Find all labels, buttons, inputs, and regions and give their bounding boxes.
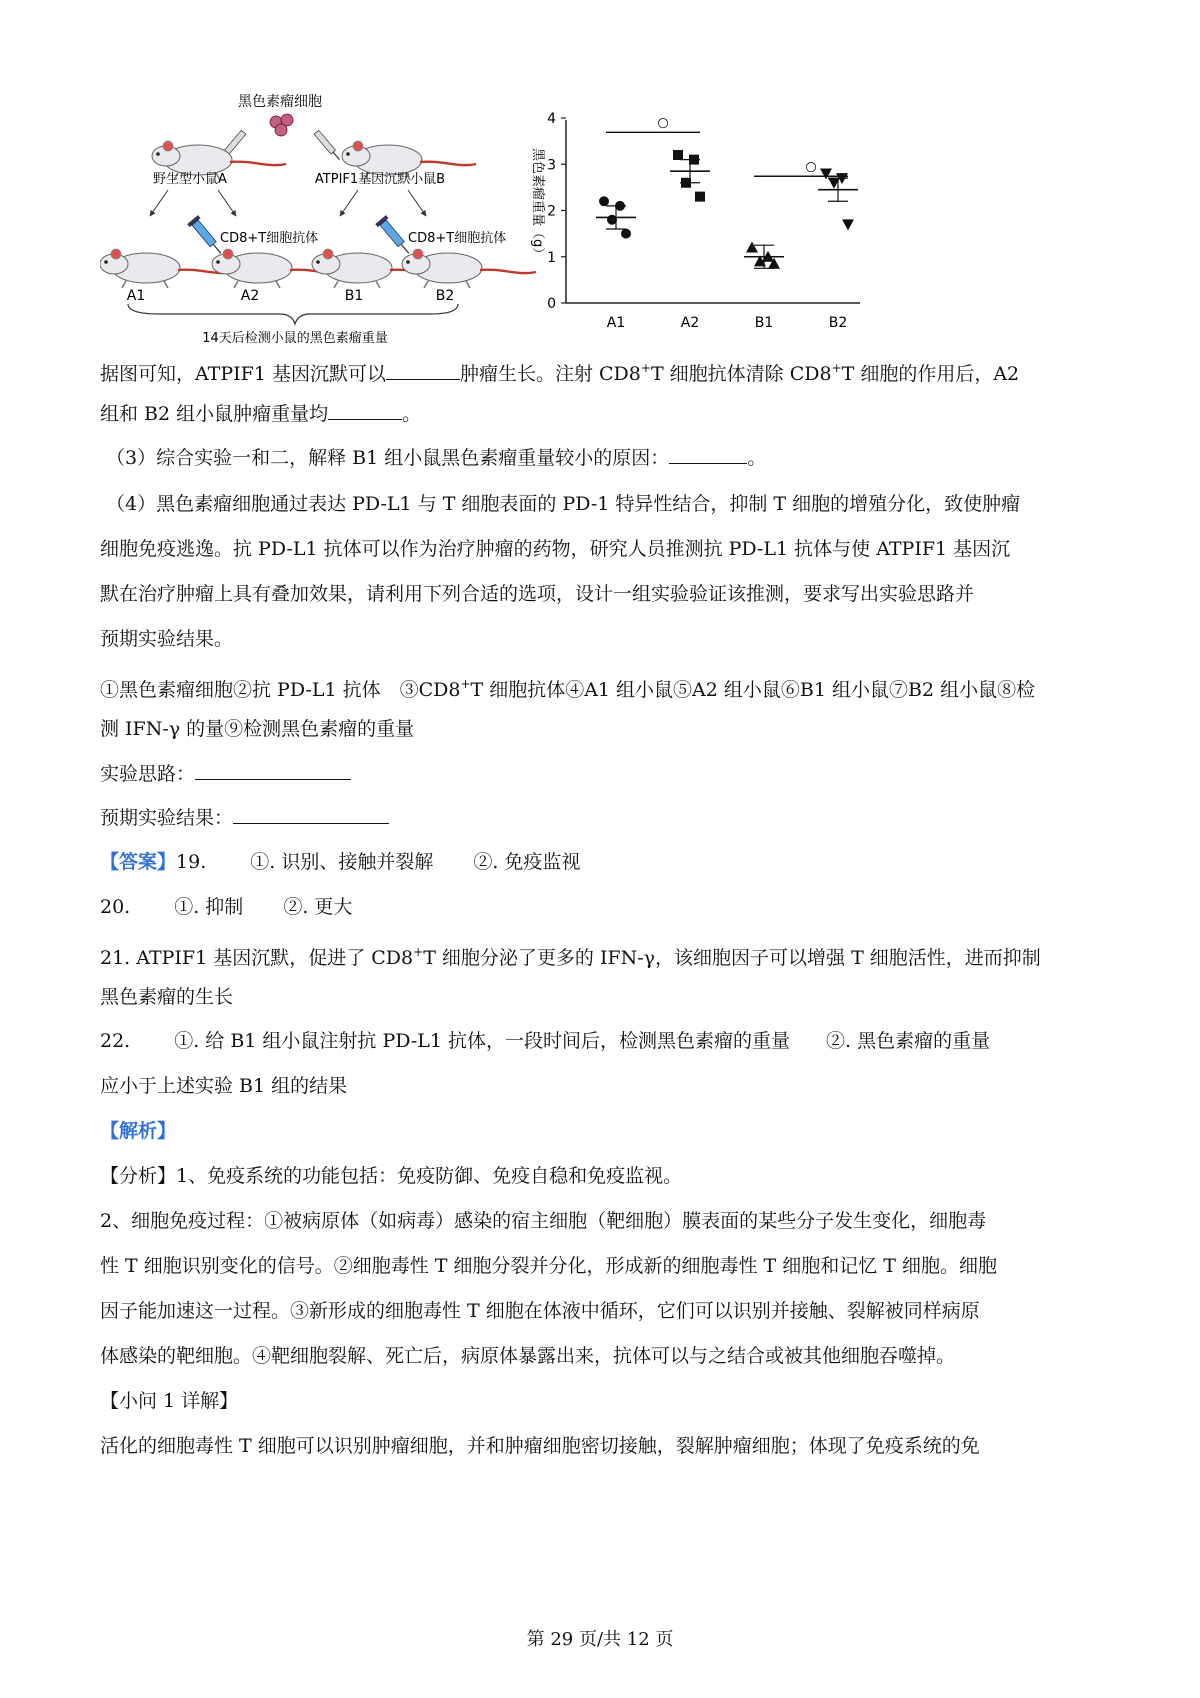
answer-21-a: 21. ATPIF1 基因沉默，促进了 CD8 [100, 947, 414, 969]
answer-22-1: ①. 给 B1 组小鼠注射抗 PD-L1 抗体，一段时间后，检测黑色素瘤的重量 [174, 1030, 791, 1052]
q2-text-f: 。 [402, 403, 422, 425]
q4-line-1: （4）黑色素瘤细胞通过表达 PD-L1 与 T 细胞表面的 PD-1 特异性结合，抑制 T 细胞的增殖分化，致使肿瘤 [106, 493, 1021, 515]
analysis-line-5: 体感染的靶细胞。④靶细胞裂解、死亡后，病原体暴露出来，抗体可以与之结合或被其他细胞吞噬掉。 [100, 1345, 956, 1367]
data-point-triangle-down [842, 219, 854, 230]
data-point-triangle [746, 242, 758, 253]
antibody-left-label: CD8+T细胞抗体 [220, 231, 319, 246]
tumor-cells-icon [270, 114, 293, 136]
answer-22-2: ②. 黑色素瘤的重量 [826, 1030, 991, 1052]
result-line [100, 804, 389, 832]
answer-22-c: 应小于上述实验 B1 组的结果 [100, 1075, 348, 1097]
superscript: + [640, 361, 651, 375]
figure-svg [100, 88, 1100, 378]
mouse-b2-icon [402, 249, 536, 288]
y-tick-label: 0 [547, 296, 556, 312]
y-tick-label: 2 [547, 203, 556, 220]
q3-text: （3）综合实验一和二，解释 B1 组小鼠黑色素瘤重量较小的原因： [106, 447, 670, 469]
idea-label: 实验思路： [100, 763, 196, 785]
superscript: + [413, 945, 424, 959]
data-point-circle [599, 196, 609, 206]
q4-line-3: 默在治疗肿瘤上具有叠加效果，请利用下列合适的选项，设计一组实验验证该推测，要求写出实验思路并 [100, 583, 975, 605]
figure-caption: 14天后检测小鼠的黑色素瘤重量 [202, 331, 388, 346]
answer-line-20 [100, 893, 352, 921]
answer-blank [669, 445, 747, 464]
answer-20-1: ①. 抑制 [174, 896, 244, 918]
answer-19-1: ①. 识别、接触并裂解 [250, 851, 434, 873]
x-tick-label: B1 [754, 315, 774, 331]
group-a1-label: A1 [126, 288, 146, 304]
answer-blank [233, 805, 389, 824]
silenced-mouse-label: ATPIF1基因沉默小鼠B [314, 172, 446, 187]
options-line-1 [100, 670, 1035, 704]
text-line-2 [100, 400, 421, 428]
superscript: + [460, 677, 471, 691]
group-a2-label: A2 [240, 288, 260, 304]
q2-text-a: 据图可知，ATPIF1 基因沉默可以 [100, 363, 386, 385]
answer-blank [386, 361, 460, 380]
data-point-circle [621, 229, 631, 239]
options-text-b: T 细胞抗体④A1 组小鼠⑤A2 组小鼠⑥B1 组小鼠⑦B2 组小鼠⑧检 [470, 679, 1036, 701]
idea-line [100, 760, 351, 788]
data-point-square [695, 192, 705, 202]
answer-21-b: T 细胞分泌了更多的 IFN-γ，该细胞因子可以增强 T 细胞活性，进而抑制 [423, 947, 1041, 969]
answer-20-num: 20. [100, 896, 131, 918]
page-footer: 第 29 页/共 12 页 [526, 1629, 674, 1650]
answer-21-c: 黑色素瘤的生长 [100, 986, 234, 1008]
answer-key: 【答案】 [100, 851, 177, 873]
answer-line-22 [100, 1027, 990, 1055]
text-line-3 [106, 444, 766, 472]
analysis-key: 【解析】 [100, 1120, 177, 1142]
group-b1-label: B1 [344, 288, 364, 304]
answer-20-2: ②. 更大 [283, 896, 353, 918]
options-line-2: 测 IFN-γ 的量⑨检测黑色素瘤的重量 [100, 718, 415, 740]
group-b2-label: B2 [435, 288, 455, 304]
group-brace [128, 304, 458, 324]
tumor-weight-chart [530, 111, 860, 331]
answer-line-19 [100, 848, 580, 876]
options-text-a: ①黑色素瘤细胞②抗 PD-L1 抗体 ③CD8 [100, 679, 461, 701]
data-point-square [673, 150, 683, 160]
q2-text-b: 肿瘤生长。注射 CD8 [459, 363, 641, 385]
y-tick-label: 4 [547, 111, 556, 127]
analysis-line-4: 因子能加速这一过程。③新形成的细胞毒性 T 细胞在体液中循环，它们可以识别并接触、裂解被同样病原 [100, 1300, 980, 1322]
data-point-circle [607, 215, 617, 225]
answer-22-num: 22. [100, 1030, 131, 1052]
answer-blank [195, 761, 351, 780]
answer-19-num: 19. [176, 851, 207, 873]
y-axis-label: 黑色素瘤重量（g） [530, 148, 545, 261]
data-point-circle [615, 201, 625, 211]
q2-text-d: T 细胞的作用后，A2 [841, 363, 1020, 385]
q3-end: 。 [747, 447, 767, 469]
y-tick-label: 3 [547, 157, 556, 174]
answer-19-2: ②. 免疫监视 [473, 851, 581, 873]
antibody-right-label: CD8+T细胞抗体 [408, 231, 507, 246]
q2-text-e: 组和 B2 组小鼠肿瘤重量均 [100, 403, 329, 425]
text-line-1 [100, 354, 1019, 388]
significance-mark: ○ [805, 159, 817, 175]
q2-text-c: T 细胞抗体清除 CD8 [650, 363, 832, 385]
x-tick-label: B2 [828, 315, 848, 331]
superscript: + [831, 361, 842, 375]
experiment-figure [100, 88, 1100, 378]
data-point-square [689, 155, 699, 165]
answer-line-21 [100, 938, 1041, 972]
significance-mark: ○ [657, 115, 669, 131]
analysis-line-2: 2、细胞免疫过程：①被病原体（如病毒）感染的宿主细胞（靶细胞）膜表面的某些分子发生变化，细胞毒 [100, 1210, 987, 1232]
data-point-square [681, 178, 691, 188]
wild-mouse-label: 野生型小鼠A [153, 172, 227, 187]
q4-line-2: 细胞免疫逃逸。抗 PD-L1 抗体可以作为治疗肿瘤的药物，研究人员推测抗 PD-L1 抗体与使 ATPIF1 基因沉 [100, 538, 1011, 560]
answer-blank [328, 401, 402, 420]
analysis-line-6: 【小问 1 详解】 [100, 1390, 239, 1412]
x-tick-label: A1 [606, 315, 626, 331]
y-tick-label: 1 [547, 249, 556, 266]
tumor-cell-label: 黑色素瘤细胞 [238, 94, 322, 110]
x-tick-label: A2 [680, 315, 700, 331]
result-label: 预期实验结果： [100, 807, 234, 829]
analysis-line-3: 性 T 细胞识别变化的信号。②细胞毒性 T 细胞分裂并分化，形成新的细胞毒性 T 细胞和记忆 T 细胞。细胞 [100, 1255, 998, 1277]
analysis-line-1: 【分析】1、免疫系统的功能包括：免疫防御、免疫自稳和免疫监视。 [100, 1165, 683, 1187]
analysis-line-7: 活化的细胞毒性 T 细胞可以识别肿瘤细胞，并和肿瘤细胞密切接触，裂解肿瘤细胞；体现了免疫系统的免 [100, 1435, 980, 1457]
injection-right-icon [314, 130, 342, 161]
q4-line-4: 预期实验结果。 [100, 628, 234, 650]
